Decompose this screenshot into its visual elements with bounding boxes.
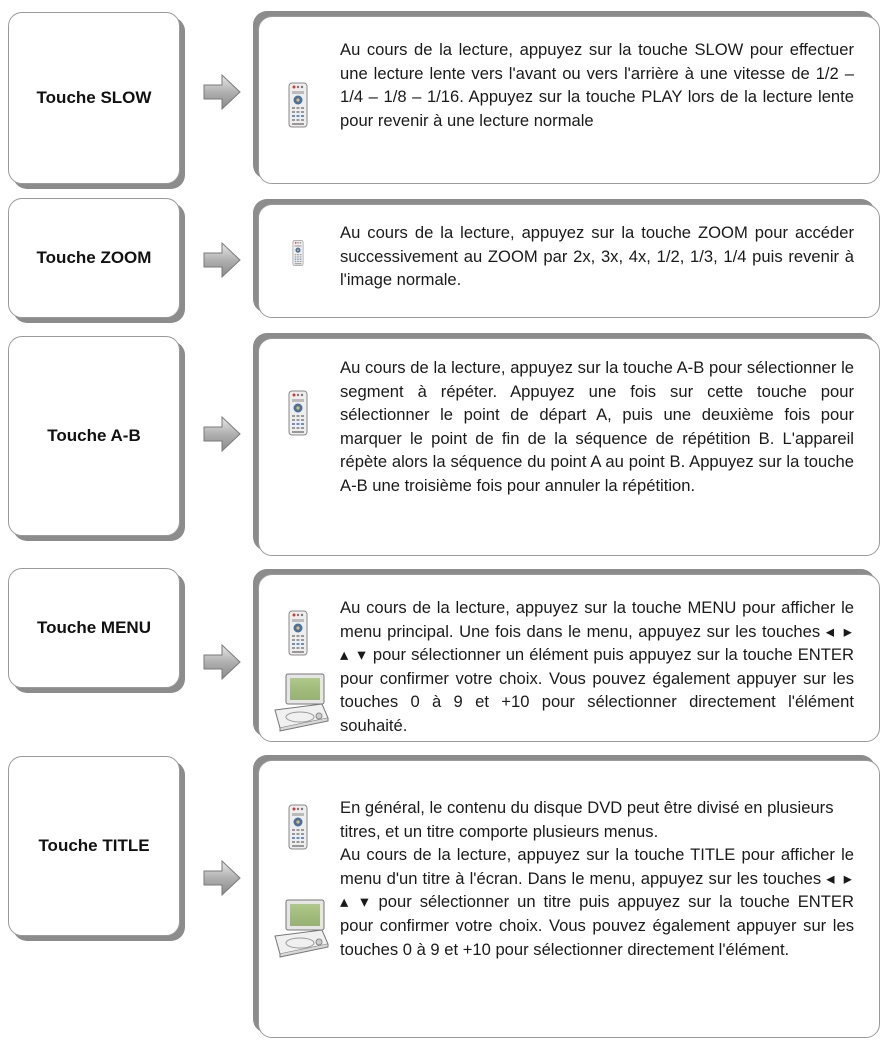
right-arrow-icon bbox=[202, 414, 242, 454]
label-zoom: Touche ZOOM bbox=[36, 248, 152, 267]
desc-text-menu bbox=[340, 596, 854, 738]
label-box-ab bbox=[8, 336, 180, 536]
label-ab: Touche A-B bbox=[47, 426, 141, 445]
remote-control-icon bbox=[288, 390, 308, 436]
remote-control-icon bbox=[288, 804, 308, 850]
desc-text-title-b: pour sélectionner un titre puis appuyez sur la touche ENTER pour confirmer votre choix. Vous pouvez également appuyer sur les touches 0 à 9 et +10 pour sélectionner directement l'élément. bbox=[340, 892, 854, 959]
label-box-zoom bbox=[8, 198, 180, 318]
desc-text-menu-a: Au cours de la lecture, appuyez sur la touche MENU pour afficher le menu principal. Une fois dans le menu, appuyez sur les touches bbox=[340, 598, 854, 641]
right-arrow-icon bbox=[202, 240, 242, 280]
right-arrow-icon bbox=[202, 858, 242, 898]
portable-dvd-player-icon bbox=[272, 672, 330, 734]
remote-control-icon bbox=[288, 610, 308, 656]
right-arrow-icon bbox=[202, 72, 242, 112]
label-box-menu bbox=[8, 568, 180, 688]
desc-text-ab: Au cours de la lecture, appuyez sur la touche A-B pour sélectionner le segment à répéter. Appuyez une fois sur cette touche pour sélectionner le point de départ A, puis une deuxième fois pour marquer le point de fin de la séquence de répétition B. L'appareil répète alors la séquence du point A au point B. Appuyez sur la touche A-B une troisième fois pour annuler la répétition. bbox=[340, 358, 854, 495]
arrow-keys-icon: ◂ ▸ ▴ ▾ bbox=[340, 868, 854, 912]
label-slow: Touche SLOW bbox=[36, 88, 152, 107]
desc-text-slow: Au cours de la lecture, appuyez sur la touche SLOW pour effectuer une lecture lente vers l'avant ou vers l'arrière à une vitesse de 1/2 – 1/4 – 1/8 – 1/16. Appuyez sur la touche PLAY lors de la lecture lente pour revenir à une lecture normale bbox=[340, 40, 854, 130]
desc-text-title-body bbox=[340, 843, 854, 961]
label-menu: Touche MENU bbox=[37, 618, 151, 637]
label-box-slow bbox=[8, 12, 180, 184]
portable-dvd-player-icon bbox=[272, 898, 330, 960]
arrow-keys-icon: ◂ ▸ ▴ ▾ bbox=[340, 621, 854, 665]
desc-text-menu-b: pour sélectionner un élément puis appuyez sur la touche ENTER pour confirmer votre choix. Vous pouvez également appuyer sur les touches 0 à 9 et +10 pour sélectionner directement l'élément souhaité. bbox=[340, 645, 854, 735]
desc-text-title bbox=[340, 796, 854, 961]
desc-text-zoom: Au cours de la lecture, appuyez sur la touche ZOOM pour accéder successivement au ZOOM par 2x, 3x, 4x, 1/2, 1/3, 1/4 puis revenir à l'image normale. bbox=[340, 223, 854, 290]
desc-text-title-intro: En général, le contenu du disque DVD peut être divisé en plusieurs titres, et un titre comporte plusieurs menus. bbox=[340, 798, 834, 841]
remote-control-icon bbox=[288, 82, 308, 128]
label-box-title bbox=[8, 756, 180, 936]
right-arrow-icon bbox=[202, 642, 242, 682]
desc-text-title-a: Au cours de la lecture, appuyez sur la touche TITLE pour afficher le menu d'un titre à l'écran. Dans le menu, appuyez sur les touches bbox=[340, 845, 854, 888]
remote-control-icon bbox=[288, 240, 308, 266]
label-title: Touche TITLE bbox=[38, 836, 150, 855]
